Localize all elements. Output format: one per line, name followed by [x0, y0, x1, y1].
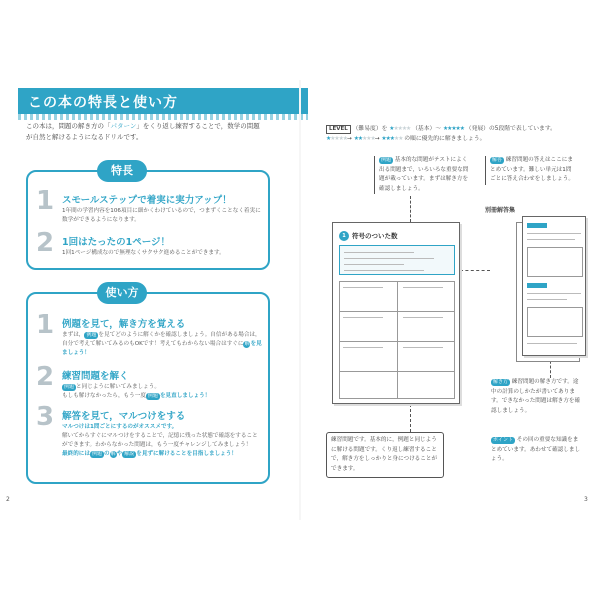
feature-heading: スモールステップで着実に実力アップ！	[62, 195, 232, 206]
right-page	[300, 0, 600, 600]
star-icon: ★	[326, 136, 331, 142]
features-label: 特長	[97, 160, 147, 182]
title-band-stripe	[18, 114, 308, 120]
feature-description: 1年間の学習内容を106項目に細かくわけているので，つまずくことなく着実に数学ができるようになります。	[62, 208, 261, 223]
callout-answer: 解答 練習問題の答えはここにまとめています。難しい単元は1問ごとに答え合わせをしましょう。	[485, 156, 577, 185]
lesson-title: 符号のついた数	[352, 232, 398, 240]
step-heading: 解答を見て，マルつけをする	[62, 411, 186, 422]
lesson-badge: 1	[339, 231, 349, 241]
feature-number: 1	[36, 186, 55, 216]
step-heading: 例題を見て，解き方を覚える	[62, 319, 186, 330]
kai-chip: 解	[244, 341, 250, 347]
sample-example-box	[339, 245, 455, 275]
page-title: この本の特長と使い方	[28, 95, 178, 111]
callout-solution: 解き方 練習問題の解き方です。途中の計算のしかたが書いてあります。できなかった問題は解き方を確認しましょう。	[491, 378, 583, 416]
callout-point: ポイント その回の重要な知識をまとめています。あわせて確認しましょう。	[491, 436, 583, 465]
intro-highlight: パターン	[110, 122, 137, 130]
leader-line	[410, 196, 411, 222]
solution-chip: 解き方	[493, 379, 509, 385]
level-description: LEVEL （難易度）を ★★★★★ （基本）～ ★★★★★ （発展）の5段階で表しています。 ★★★★★→ ★★★★★→ ★★★★★ の順に優先的に解きましょう。	[326, 126, 556, 142]
star-icon: ★	[389, 126, 394, 132]
rei-chip: 例題	[147, 393, 158, 399]
star-icon: ★★★★★	[442, 126, 464, 132]
intro-text: この本は，問題の解き方の「パターン」をくり返し練習することで，数学の問題が自然と解けるようになるドリルです。	[26, 122, 260, 141]
step-number: 2	[36, 362, 55, 392]
rei-chip: 例題	[64, 384, 75, 390]
level-tag: LEVEL	[326, 125, 351, 134]
step-number: 1	[36, 310, 55, 340]
feature-heading: 1回はたったの1ページ！	[62, 237, 171, 248]
answer-booklet-preview	[522, 216, 586, 356]
rei-chip: 例題	[86, 332, 97, 338]
callout-practice: 練習問題です。基本的に，例題と同じように解ける問題です。くり返し練習することで，解き方をしっかりと身につけることができます。	[326, 432, 444, 478]
sample-page-preview	[332, 222, 460, 404]
rei-chip: 例題	[91, 451, 102, 457]
rei-chip: 例題	[381, 157, 392, 163]
page-number-right: 3	[584, 496, 588, 503]
title-band	[18, 88, 308, 114]
step-description: まずは， 例題 を見てどのように解くかを確認しましょう。自信がある場合は，自分で考えて解いてみるのもOKです！考えてもわからない場合はすぐに解を見ましょう！	[62, 332, 262, 356]
step-description: 例題 と同じように解いてみましょう。 もしも解けなかったら，もう一度 例題 を見直しましょう！	[62, 384, 211, 399]
feature-number: 2	[36, 228, 55, 258]
leader-line	[410, 404, 411, 432]
step-heading: 練習問題を解く	[62, 371, 129, 382]
kaisetsu-chip: 解説	[124, 451, 135, 457]
answer-chip: 解答	[492, 157, 503, 163]
callout-rei: 例題 基本的な問題がテストによく出る問題まで，いろいろな重要な問題が載っています。まずは解き方を確認しましょう。	[374, 156, 470, 194]
leader-line	[460, 270, 490, 271]
bekki-label: 別冊解答集	[485, 207, 516, 214]
feature-description: 1回1ページ構成なので無理なくサクサク進めることができます。	[62, 250, 225, 256]
kai-chip: 解	[110, 451, 116, 457]
step-description: マルつけは1問ごとにするのがオススメです。 解いてからすぐにマルつけをすることで，記憶に残った状態で確認をすることができます。わからなかった問題は，もう一度チャレンジしてみましょう！ 最終的には 例題 の解や 解説 を見ずに解けることを目指しましょう！	[62, 424, 258, 457]
usage-label: 使い方	[97, 282, 147, 304]
page-number-left: 2	[6, 496, 10, 503]
step-number: 3	[36, 402, 55, 432]
point-chip: ポイント	[493, 437, 514, 443]
sample-header	[339, 231, 398, 241]
